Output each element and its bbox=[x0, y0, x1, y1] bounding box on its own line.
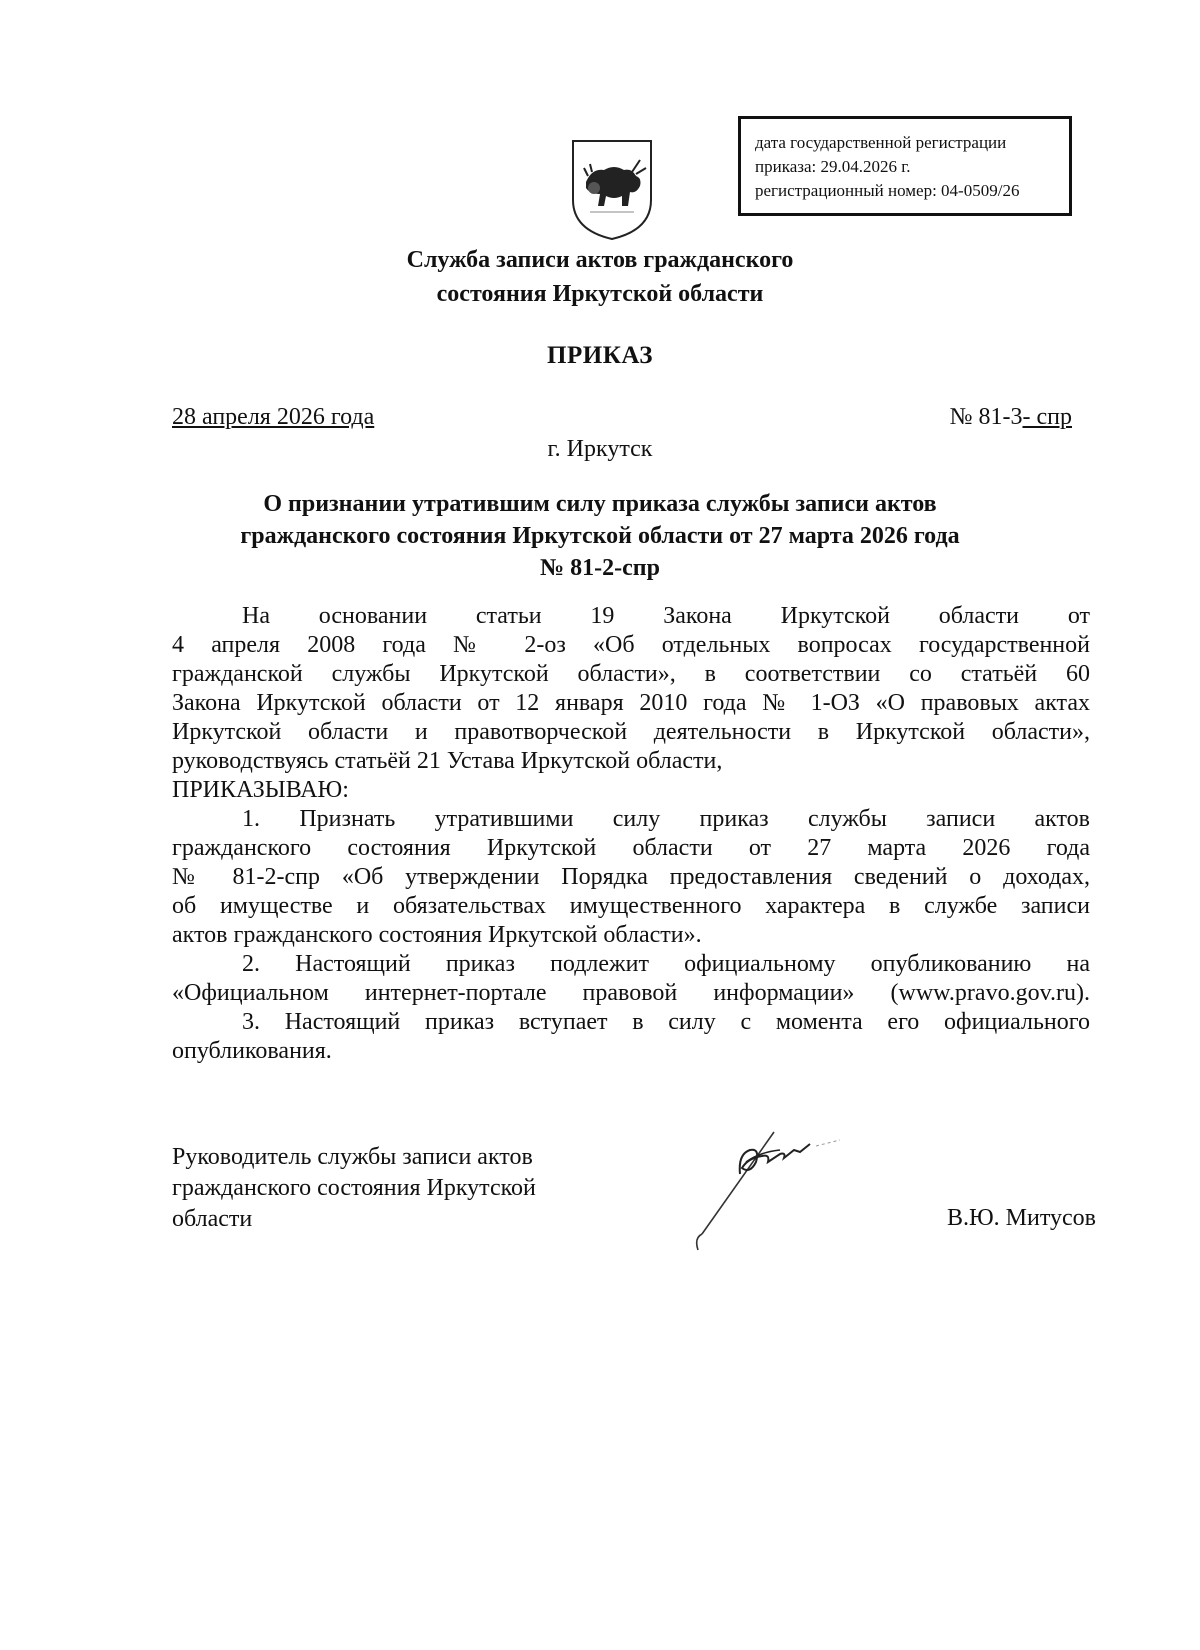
irkutsk-coat-of-arms-icon bbox=[570, 138, 654, 242]
document-number-prefix: № 81-3 bbox=[949, 404, 1023, 430]
subject-line-1: О признании утратившим силу приказа службы записи актов bbox=[263, 491, 937, 517]
registration-line-3: регистрационный номер: 04-0509/26 bbox=[755, 181, 1020, 200]
signatory-position-line-2: гражданского состояния Иркутской bbox=[172, 1175, 536, 1201]
body-line: руководствуясь статьёй 21 Устава Иркутской области, bbox=[172, 748, 723, 774]
signatory-position-line-1: Руководитель службы записи актов bbox=[172, 1144, 533, 1170]
document-body bbox=[172, 602, 1090, 1066]
document-date: 28 апреля 2026 года bbox=[172, 404, 375, 430]
handwritten-signature bbox=[690, 1128, 860, 1256]
body-line: гражданского состояния Иркутской области от 27 марта 2026 года bbox=[172, 835, 1090, 861]
body-line: 2. Настоящий приказ подлежит официальному опубликованию на bbox=[242, 951, 1090, 977]
registration-line-1: дата государственной регистрации bbox=[755, 133, 1007, 152]
signatory-position-line-3: области bbox=[172, 1206, 253, 1232]
body-line: об имуществе и обязательствах имущественного характера в службе записи bbox=[172, 893, 1090, 919]
body-line: № 81-2-спр «Об утверждении Порядка предоставления сведений о доходах, bbox=[172, 864, 1090, 890]
organization-name-line-2: состояния Иркутской области bbox=[436, 281, 764, 307]
body-line: 3. Настоящий приказ вступает в силу с момента его официального bbox=[242, 1009, 1090, 1035]
registration-stamp bbox=[738, 116, 1072, 216]
document-city: г. Иркутск bbox=[547, 436, 653, 462]
body-line: актов гражданского состояния Иркутской области». bbox=[172, 922, 702, 948]
document-subject bbox=[190, 488, 1010, 584]
body-line: опубликования. bbox=[172, 1038, 332, 1064]
registration-line-2: приказа: 29.04.2026 г. bbox=[755, 157, 911, 176]
body-line: «Официальном интернет-портале правовой информации» (www.pravo.gov.ru). bbox=[172, 980, 1090, 1006]
signatory-name: В.Ю. Митусов bbox=[946, 1205, 1096, 1231]
body-line: На основании статьи 19 Закона Иркутской области от bbox=[242, 603, 1090, 629]
document-type-title: ПРИКАЗ bbox=[547, 342, 653, 369]
document-number-suffix: - спр bbox=[1022, 404, 1072, 430]
signatory-position bbox=[172, 1142, 536, 1235]
body-line: 1. Признать утратившими силу приказ службы записи актов bbox=[242, 806, 1090, 832]
body-line: ПРИКАЗЫВАЮ: bbox=[172, 777, 349, 803]
subject-line-2: гражданского состояния Иркутской области от 27 марта 2026 года bbox=[240, 523, 960, 549]
document-number bbox=[950, 402, 1072, 432]
organization-name-line-1: Служба записи актов гражданского bbox=[406, 247, 794, 273]
body-line: 4 апреля 2008 года № 2-оз «Об отдельных вопросах государственной bbox=[172, 632, 1090, 658]
body-line: Закона Иркутской области от 12 января 2010 года № 1-ОЗ «О правовых актах bbox=[172, 690, 1090, 716]
subject-line-3: № 81-2-спр bbox=[540, 555, 660, 581]
body-line: гражданской службы Иркутской области», в соответствии со статьёй 60 bbox=[172, 661, 1090, 687]
body-line: Иркутской области и правотворческой деятельности в Иркутской области», bbox=[172, 719, 1090, 745]
